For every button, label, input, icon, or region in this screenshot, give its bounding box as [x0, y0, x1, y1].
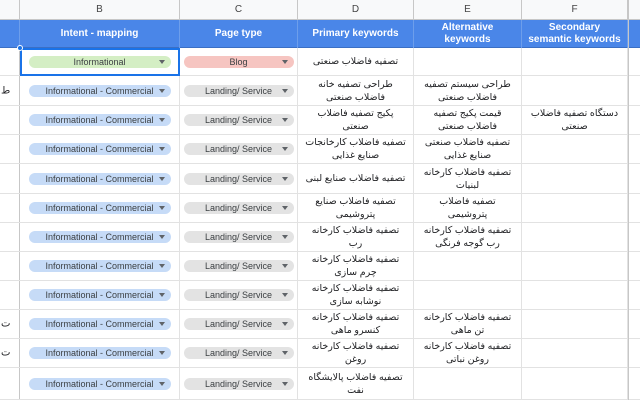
cell-column-a[interactable]	[0, 310, 20, 338]
page-type-chip-label: Landing/ Service	[204, 85, 273, 96]
dropdown-arrow-icon[interactable]	[282, 293, 288, 297]
cell-intent[interactable]	[20, 252, 180, 280]
header-page-type[interactable]: Page type	[180, 20, 298, 48]
intent-dropdown-chip[interactable]	[29, 347, 171, 359]
cell-secondary-keyword[interactable]	[522, 76, 628, 105]
cell-primary-keyword[interactable]: تصفیه فاضلاب پالایشگاه نفت	[298, 368, 414, 399]
cell-intent[interactable]	[20, 106, 180, 134]
intent-chip-label: Informational - Commercial	[45, 261, 154, 271]
dropdown-arrow-icon[interactable]	[159, 147, 165, 151]
cell-alternative-keyword[interactable]: تصفیه فاضلاب کارخانه لبنیات	[414, 164, 522, 193]
column-divider	[628, 0, 629, 400]
cell-page-type[interactable]	[180, 48, 298, 75]
cell-alternative-keyword[interactable]: تصفیه فاضلاب کارخانه روغن نباتی	[414, 339, 522, 367]
cell-alternative-keyword[interactable]: طراحی سیستم تصفیه فاضلاب صنعتی	[414, 76, 522, 105]
cell-intent[interactable]	[20, 76, 180, 105]
page-type-chip-label: Landing/ Service	[204, 378, 273, 389]
intent-dropdown-chip[interactable]	[29, 114, 171, 126]
intent-dropdown-chip[interactable]	[29, 231, 171, 243]
cell-page-type[interactable]	[180, 339, 298, 367]
cell-intent[interactable]	[20, 164, 180, 193]
cell-column-a[interactable]	[0, 368, 20, 399]
page-type-chip-label: Landing/ Service	[204, 348, 273, 358]
table-row	[0, 339, 640, 368]
cell-alternative-keyword[interactable]: قیمت پکیج تصفیه فاضلاب صنعتی	[414, 106, 522, 134]
page-type-chip-label: Landing/ Service	[204, 173, 273, 184]
cell-column-a[interactable]	[0, 281, 20, 309]
page-type-chip-label: Landing/ Service	[204, 232, 273, 242]
cell-column-a[interactable]	[0, 164, 20, 193]
cell-intent[interactable]	[20, 310, 180, 338]
header-alternative-keywords[interactable]: Alternative keywords	[414, 20, 522, 48]
column-a-text-fragment: ط	[1, 85, 11, 96]
dropdown-arrow-icon[interactable]	[282, 147, 288, 151]
cell-page-type[interactable]	[180, 223, 298, 251]
cell-column-a[interactable]	[0, 135, 20, 163]
dropdown-arrow-icon[interactable]	[159, 89, 165, 93]
header-row	[0, 20, 640, 48]
cell-alternative-keyword[interactable]: تصفیه فاضلاب صنعتی صنایع غذایی	[414, 135, 522, 163]
intent-chip-label: Informational	[73, 56, 126, 67]
cell-intent[interactable]	[20, 223, 180, 251]
column-letter-d[interactable]: D	[298, 0, 414, 20]
cell-intent[interactable]	[20, 368, 180, 399]
intent-dropdown-chip[interactable]	[29, 56, 171, 68]
cell-intent[interactable]	[20, 48, 180, 75]
dropdown-arrow-icon[interactable]	[282, 235, 288, 239]
page-type-chip-label: Landing/ Service	[204, 203, 273, 213]
cell-primary-keyword[interactable]: تصفیه فاضلاب صنعتی	[298, 48, 414, 75]
table-row	[0, 194, 640, 223]
cell-secondary-keyword[interactable]	[522, 281, 628, 309]
dropdown-arrow-icon[interactable]	[159, 206, 165, 210]
intent-chip-label: Informational - Commercial	[45, 144, 154, 154]
cell-intent[interactable]	[20, 135, 180, 163]
dropdown-arrow-icon[interactable]	[159, 293, 165, 297]
dropdown-arrow-icon[interactable]	[159, 382, 165, 386]
page-type-dropdown-chip[interactable]	[184, 85, 294, 97]
header-cell-a[interactable]	[0, 20, 20, 48]
cell-primary-keyword[interactable]: طراحی تصفیه خانه فاضلاب صنعتی	[298, 76, 414, 105]
page-type-dropdown-chip[interactable]	[184, 231, 294, 243]
cell-primary-keyword[interactable]: تصفیه فاضلاب کارخانه نوشابه سازی	[298, 281, 414, 309]
table-row	[0, 281, 640, 310]
page-type-dropdown-chip[interactable]	[184, 173, 294, 185]
intent-dropdown-chip[interactable]	[29, 378, 171, 390]
cell-secondary-keyword[interactable]	[522, 252, 628, 280]
dropdown-arrow-icon[interactable]	[282, 118, 288, 122]
cell-alternative-keyword[interactable]: تصفیه فاضلاب کارخانه رب گوجه فرنگی	[414, 223, 522, 251]
page-type-chip-label: Landing/ Service	[204, 144, 273, 154]
cell-column-a[interactable]	[0, 48, 20, 75]
page-type-chip-label: Landing/ Service	[204, 319, 273, 329]
table-row	[0, 164, 640, 194]
dropdown-arrow-icon[interactable]	[282, 206, 288, 210]
page-type-chip-label: Landing/ Service	[204, 115, 273, 125]
cell-secondary-keyword[interactable]	[522, 310, 628, 338]
cell-page-type[interactable]	[180, 310, 298, 338]
table-row	[0, 106, 640, 135]
cell-intent[interactable]	[20, 281, 180, 309]
column-letter-b[interactable]: B	[20, 0, 180, 20]
cell-page-type[interactable]	[180, 164, 298, 193]
page-type-chip-label: Landing/ Service	[204, 290, 273, 300]
header-primary-keywords[interactable]: Primary keywords	[298, 20, 414, 48]
cell-intent[interactable]	[20, 194, 180, 222]
cell-secondary-keyword[interactable]	[522, 339, 628, 367]
cell-column-a[interactable]	[0, 76, 20, 105]
table-row	[0, 368, 640, 400]
intent-dropdown-chip[interactable]	[29, 85, 171, 97]
cell-primary-keyword[interactable]: تصفیه فاضلاب کارخانه رب	[298, 223, 414, 251]
header-intent-mapping[interactable]: Intent - mapping	[20, 20, 180, 48]
cell-secondary-keyword[interactable]	[522, 194, 628, 222]
cell-column-a[interactable]	[0, 252, 20, 280]
intent-chip-label: Informational - Commercial	[45, 348, 154, 358]
cell-primary-keyword[interactable]: تصفیه فاضلاب کارخانه روغن	[298, 339, 414, 367]
table-row	[0, 48, 640, 76]
intent-chip-label: Informational - Commercial	[45, 173, 154, 184]
page-type-dropdown-chip[interactable]	[184, 289, 294, 301]
dropdown-arrow-icon[interactable]	[159, 264, 165, 268]
dropdown-arrow-icon[interactable]	[159, 60, 165, 64]
dropdown-arrow-icon[interactable]	[282, 264, 288, 268]
intent-chip-label: Informational - Commercial	[45, 290, 154, 300]
cell-secondary-keyword[interactable]: دستگاه تصفیه فاضلاب صنعتی	[522, 106, 628, 134]
column-letter-f[interactable]: F	[522, 0, 628, 20]
cell-alternative-keyword[interactable]	[414, 368, 522, 399]
cell-column-a[interactable]	[0, 194, 20, 222]
cell-primary-keyword[interactable]: تصفیه فاضلاب کارخانجات صنایع غذایی	[298, 135, 414, 163]
selection-handle[interactable]	[17, 45, 23, 51]
intent-chip-label: Informational - Commercial	[45, 232, 154, 242]
dropdown-arrow-icon[interactable]	[282, 89, 288, 93]
cell-alternative-keyword[interactable]	[414, 281, 522, 309]
intent-dropdown-chip[interactable]	[29, 260, 171, 272]
cell-column-a[interactable]	[0, 339, 20, 367]
page-type-dropdown-chip[interactable]	[184, 260, 294, 272]
page-type-dropdown-chip[interactable]	[184, 378, 294, 390]
cell-secondary-keyword[interactable]	[522, 223, 628, 251]
cell-page-type[interactable]	[180, 135, 298, 163]
intent-chip-label: Informational - Commercial	[45, 378, 154, 389]
cell-page-type[interactable]	[180, 76, 298, 105]
page-type-chip-label: Blog	[229, 56, 248, 67]
dropdown-arrow-icon[interactable]	[159, 235, 165, 239]
table-row	[0, 223, 640, 252]
column-letter-a[interactable]	[0, 0, 20, 20]
cell-column-a[interactable]	[0, 223, 20, 251]
cell-secondary-keyword[interactable]	[522, 368, 628, 399]
table-row	[0, 252, 640, 281]
page-type-dropdown-chip[interactable]	[184, 318, 294, 330]
intent-chip-label: Informational - Commercial	[45, 85, 154, 96]
cell-primary-keyword[interactable]: پکیج تصفیه فاضلاب صنعتی	[298, 106, 414, 134]
intent-chip-label: Informational - Commercial	[45, 115, 154, 125]
cell-primary-keyword[interactable]: تصفیه فاضلاب صنایع لبنی	[298, 164, 414, 193]
cell-page-type[interactable]	[180, 194, 298, 222]
page-type-dropdown-chip[interactable]	[184, 347, 294, 359]
cell-column-a[interactable]	[0, 106, 20, 134]
cell-page-type[interactable]	[180, 368, 298, 399]
page-type-dropdown-chip[interactable]	[184, 56, 294, 68]
cell-primary-keyword[interactable]: تصفیه فاضلاب کارخانه کنسرو ماهی	[298, 310, 414, 338]
table-row	[0, 76, 640, 106]
page-type-dropdown-chip[interactable]	[184, 202, 294, 214]
page-type-dropdown-chip[interactable]	[184, 143, 294, 155]
cell-page-type[interactable]	[180, 281, 298, 309]
page-type-dropdown-chip[interactable]	[184, 114, 294, 126]
dropdown-arrow-icon[interactable]	[159, 351, 165, 355]
cell-page-type[interactable]	[180, 252, 298, 280]
column-a-text-fragment: ت	[1, 347, 11, 359]
column-letter-e[interactable]: E	[414, 0, 522, 20]
dropdown-arrow-icon[interactable]	[282, 322, 288, 326]
dropdown-arrow-icon[interactable]	[159, 322, 165, 326]
cell-secondary-keyword[interactable]	[522, 48, 628, 75]
intent-dropdown-chip[interactable]	[29, 318, 171, 330]
page-type-chip-label: Landing/ Service	[204, 261, 273, 271]
cell-alternative-keyword[interactable]: تصفیه فاضلاب کارخانه تن ماهی	[414, 310, 522, 338]
cell-primary-keyword[interactable]: تصفیه فاضلاب صنایع پتروشیمی	[298, 194, 414, 222]
cell-alternative-keyword[interactable]: تصفیه فاضلاب پتروشیمی	[414, 194, 522, 222]
cell-alternative-keyword[interactable]	[414, 48, 522, 75]
intent-dropdown-chip[interactable]	[29, 173, 171, 185]
dropdown-arrow-icon[interactable]	[282, 177, 288, 181]
header-secondary-semantic-keywords[interactable]: Secondary semantic keywords	[522, 20, 628, 48]
intent-dropdown-chip[interactable]	[29, 143, 171, 155]
dropdown-arrow-icon[interactable]	[282, 382, 288, 386]
intent-dropdown-chip[interactable]	[29, 289, 171, 301]
column-letter-c[interactable]: C	[180, 0, 298, 20]
cell-secondary-keyword[interactable]	[522, 135, 628, 163]
intent-chip-label: Informational - Commercial	[45, 319, 154, 329]
column-letter-header	[0, 0, 640, 20]
dropdown-arrow-icon[interactable]	[282, 60, 288, 64]
column-a-text-fragment: ت	[1, 318, 11, 330]
intent-dropdown-chip[interactable]	[29, 202, 171, 214]
cell-page-type[interactable]	[180, 106, 298, 134]
intent-chip-label: Informational - Commercial	[45, 203, 154, 213]
dropdown-arrow-icon[interactable]	[282, 351, 288, 355]
dropdown-arrow-icon[interactable]	[159, 177, 165, 181]
cell-alternative-keyword[interactable]	[414, 252, 522, 280]
cell-intent[interactable]	[20, 339, 180, 367]
dropdown-arrow-icon[interactable]	[159, 118, 165, 122]
table-row	[0, 310, 640, 339]
table-row	[0, 135, 640, 164]
cell-secondary-keyword[interactable]	[522, 164, 628, 193]
cell-primary-keyword[interactable]: تصفیه فاضلاب کارخانه چرم سازی	[298, 252, 414, 280]
